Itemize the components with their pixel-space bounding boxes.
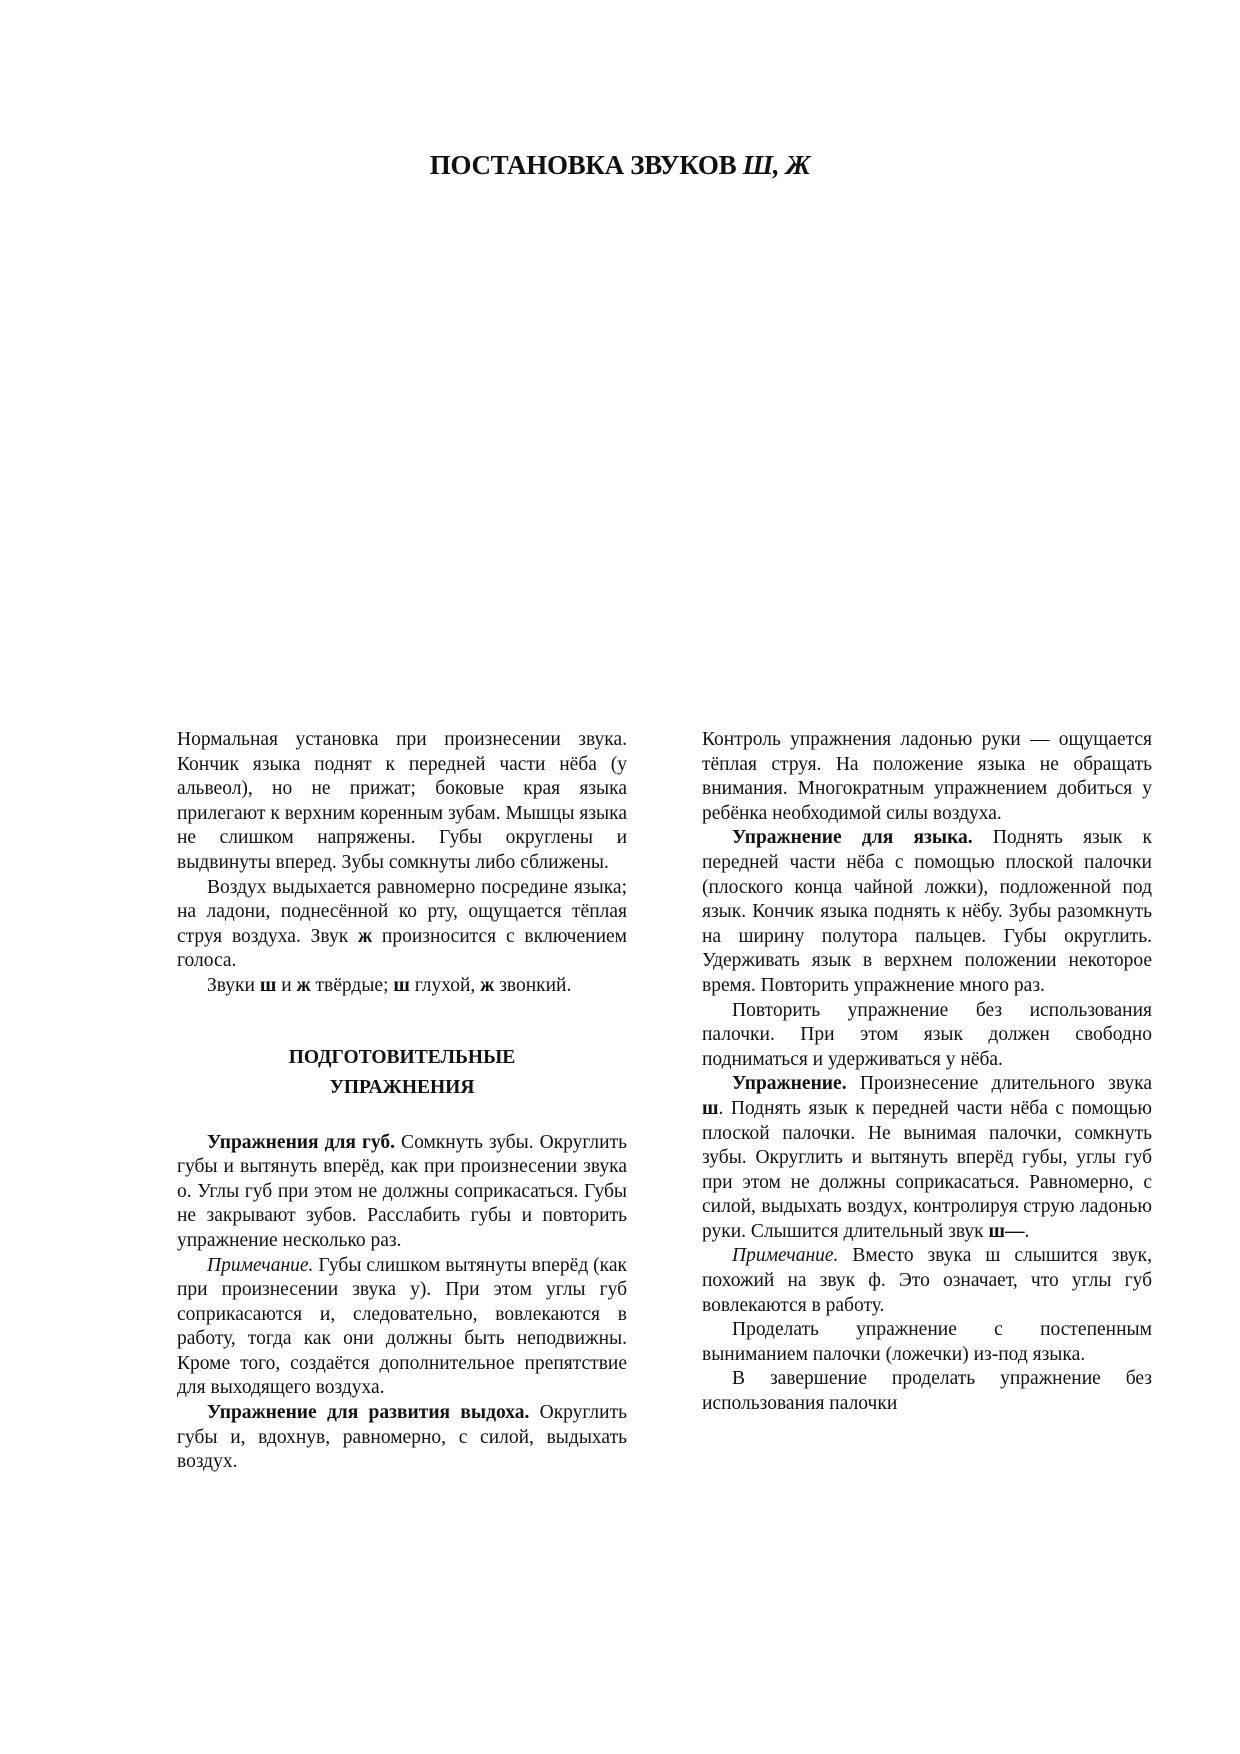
text: Вместо звука ш слышится звук, похожий на звук ф. Это означает, что углы губ вовлекаются в работу. [702, 1245, 1152, 1316]
text-bold: Упражнение. [732, 1073, 847, 1095]
paragraph-gradual: Проделать упражнение с постепенным выниманием палочки (ложечки) из-под языка. [702, 1319, 1152, 1365]
paragraph-note [177, 1254, 627, 1402]
text: Губы слишком вытянуты вперёд (как при произнесении звука у). При этом углы губ соприкасаются и, следовательно, вовлекаются в работу, тогда как они должны быть неподвижны. Кроме того, создаётся дополнительное препятствие для выходящего воздуха. [177, 1254, 627, 1399]
paragraph-exhale-exercise [177, 1401, 627, 1475]
text: . Поднять язык к передней части нёба с помощью плоской палочки. Не вынимая палочки, сомкнуть зубы. Округлить и вытянуть вперёд губы, углы губ при этом не должны соприкасаться. Равномерно, с силой, выдыхать воздух, контролируя струю ладонью руки. Слышится длительный звук [702, 1097, 1152, 1242]
paragraph-note [702, 1244, 1152, 1318]
title-text: ПОСТАНОВКА ЗВУКОВ [429, 150, 743, 180]
text: Звуки [207, 974, 260, 996]
left-column [177, 728, 627, 1475]
paragraph-sounds [177, 974, 627, 999]
text-bold: Упражнение для развития выдоха. [207, 1402, 530, 1424]
text-bold: ш [259, 974, 277, 996]
text-italic: Примечание. [732, 1245, 839, 1267]
paragraph-articulation: Нормальная установка при произнесении звука. Кончик языка поднят к передней части нёба (у альвеол), но не прижат; боковые края языка прилегают к верхним коренным зубам. Мышцы языка не слишком напряжены. Губы округлены и выдвинуты вперед. Зубы сомкнуты либо сближены. [177, 729, 627, 873]
text: произносится с включением голоса. [177, 925, 627, 972]
paragraph-final: В завершение проделать упражнение без использования палочки [702, 1368, 1152, 1415]
paragraph-airflow [177, 876, 627, 974]
text: и [276, 974, 297, 996]
text-bold: Упражнения для губ. [207, 1131, 396, 1153]
text-bold: ж [357, 925, 373, 947]
heading-line: УПРАЖНЕНИЯ [329, 1076, 475, 1098]
text: твёрдые; [310, 974, 394, 996]
text: Сомкнуть зубы. Округлить губы и вытянуть вперёд, как при произнесении звука о. Углы губ при этом не должны соприкасаться. Губы не закрывают зубов. Расслабить губы и повторить упражнение несколько раз. [177, 1131, 628, 1251]
page-title [0, 150, 1240, 181]
paragraph-tongue-exercise [702, 826, 1152, 998]
text: Округлить губы и, вдохнув, равномерно, с силой, выдыхать воздух. [177, 1402, 627, 1473]
text-italic: Примечание. [207, 1254, 314, 1276]
text-bold: ш [393, 974, 410, 996]
text: Поднять язык к передней части нёба с помощью плоской палочки (плоского конца чайной ложки), подложенной под язык. Кончик языка поднять к нёбу. Зубы разомкнуть на ширину полутора пальцев. Губы округлить. Удерживать язык в верхнем положении некоторое время. Повторить упражнение много раз. [702, 827, 1152, 996]
text-bold: Упражнение для языка. [732, 827, 973, 849]
text: Воздух выдыхается равномерно посредине языка; на ладони, поднесённой ко рту, ощущается тёплая струя воздуха. Звук [177, 876, 627, 947]
text-bold: ж [480, 974, 495, 996]
text: Произнесение длительного звука [846, 1073, 1152, 1095]
text-bold: ж [296, 974, 311, 996]
right-column [702, 728, 1152, 1417]
paragraph-sound-exercise [702, 1072, 1152, 1244]
paragraph-lips-exercise [177, 1131, 627, 1254]
title-sounds: Ш, Ж [742, 150, 811, 180]
section-heading [177, 1043, 627, 1103]
text-bold: ш— [988, 1220, 1025, 1242]
text: звонкий. [494, 974, 572, 996]
heading-line: ПОДГОТОВИТЕЛЬНЫЕ [288, 1046, 516, 1068]
text-bold: ш [702, 1097, 719, 1119]
paragraph-repeat: Повторить упражнение без использования палочки. При этом язык должен свободно подниматься и удерживаться у нёба. [702, 999, 1152, 1070]
text: глухой, [409, 974, 481, 996]
text: . [1024, 1220, 1030, 1242]
paragraph-control: Контроль упражнения ладонью руки — ощущается тёплая струя. На положение языка не обращать внимания. Многократным упражнением добиться у ребёнка необходимой силы воздуха. [702, 729, 1152, 824]
